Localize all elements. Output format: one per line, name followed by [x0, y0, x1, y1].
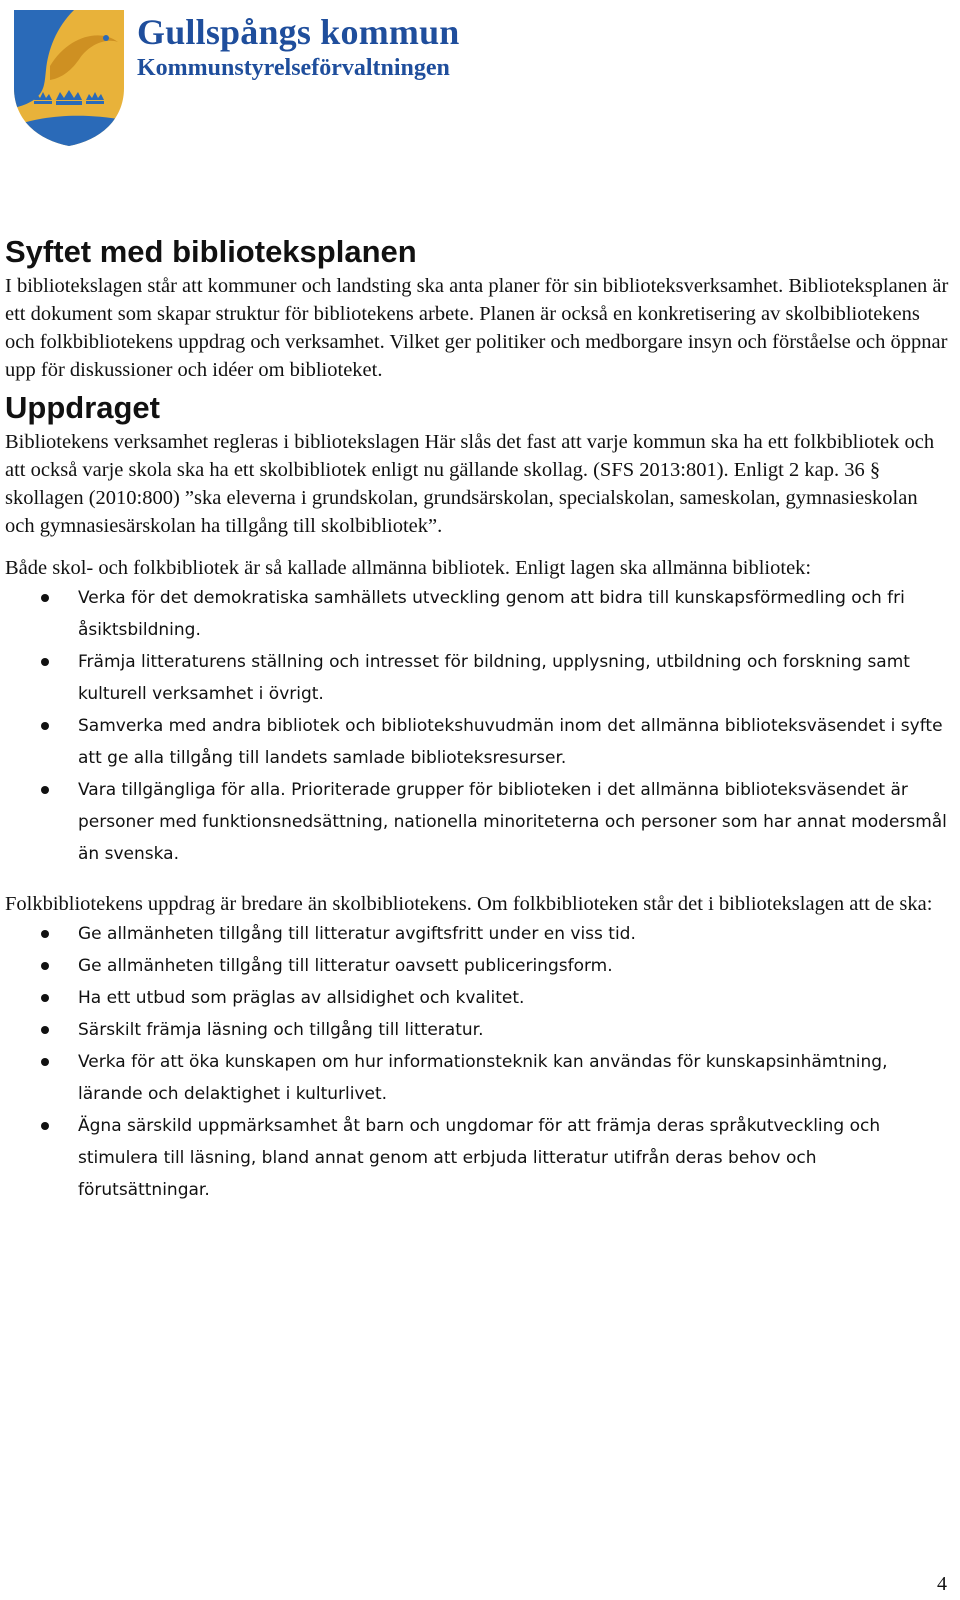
paragraph-syftet: I bibliotekslagen står att kommuner och landsting ska anta planer för sin biblioteksverksamhet. Biblioteksplanen är ett dokument som skapar struktur för bibliotekens arbete. Planen är också en konkretisering av skolbibliotekens och folkbibliotekens uppdrag och verksamhet. Vilket ger politiker och medborgare insyn och förståelse och öppnar upp för diskussioner och idéer om biblioteket.	[5, 275, 949, 381]
bullet-dot-icon	[41, 1058, 49, 1066]
list-item-text: Ge allmänheten tillgång till litteratur avgiftsfritt under en viss tid.	[78, 924, 636, 944]
organization-department: Kommunstyrelseförvaltningen	[137, 55, 450, 81]
section-heading-uppdraget: Uppdraget	[5, 390, 160, 425]
bullet-dot-icon	[41, 1122, 49, 1130]
bullet-dot-icon	[41, 994, 49, 1002]
paragraph-uppdraget-1: Bibliotekens verksamhet regleras i bibliotekslagen Här slås det fast att varje kommun ska ha ett folkbibliotek och att också varje skola ska ha ett skolbibliotek enligt nu gällande skollag. (SFS 2013:801). Enligt 2 kap. 36 § skollagen (2010:800) ”ska eleverna i grundskolan, grundsärskolan, specialskolan, sameskolan, gymnasieskolan och gymnasiesärskolan ha tillgång till skolbibliotek”.	[5, 431, 935, 537]
list-item-text: Verka för det demokratiska samhällets utveckling genom att bidra till kunskapsförmedling och fri åsiktsbildning.	[78, 588, 905, 640]
paragraph-folkbibliotek: Folkbibliotekens uppdrag är bredare än skolbibliotekens. Om folkbiblioteken står det i bibliotekslagen att de ska:	[5, 893, 933, 915]
bullet-dot-icon	[41, 786, 49, 794]
list-item-text: Verka för att öka kunskapen om hur informationsteknik kan användas för kunskapsinhämtning, lärande och delaktighet i kulturlivet.	[78, 1052, 888, 1104]
list-item-text: Ha ett utbud som präglas av allsidighet och kvalitet.	[78, 988, 525, 1008]
document-body	[5, 232, 950, 1206]
letterhead	[10, 8, 570, 148]
list-item-text: Särskilt främja läsning och tillgång till litteratur.	[78, 1020, 484, 1040]
list-item	[5, 582, 950, 646]
list-item	[5, 950, 950, 982]
list-item	[5, 918, 950, 950]
list-item-text: Främja litteraturens ställning och intresset för bildning, upplysning, utbildning och forskning samt kulturell verksamhet i övrigt.	[78, 652, 910, 704]
bullet-dot-icon	[41, 962, 49, 970]
list-item	[5, 1110, 950, 1206]
municipal-crest-icon	[10, 8, 128, 148]
list-item	[5, 1046, 950, 1110]
organization-name: Gullspångs kommun	[137, 12, 460, 52]
bullet-dot-icon	[41, 594, 49, 602]
list-item	[5, 646, 950, 710]
list-item-text: Vara tillgängliga för alla. Prioriterade grupper för biblioteken i det allmänna biblioteksväsendet är personer med funktionsnedsättning, nationella minoriteterna och personer som har annat modersmål än svenska.	[78, 780, 947, 864]
list-item	[5, 774, 950, 870]
bullet-list-allmanna	[5, 582, 950, 870]
list-item	[5, 1014, 950, 1046]
organization-block	[137, 10, 460, 82]
paragraph-uppdraget-2: Både skol- och folkbibliotek är så kallade allmänna bibliotek. Enligt lagen ska allmänna bibliotek:	[5, 557, 812, 579]
list-item	[5, 982, 950, 1014]
bullet-dot-icon	[41, 658, 49, 666]
list-item-text: Samverka med andra bibliotek och bibliotekshuvudmän inom det allmänna biblioteksväsendet i syfte att ge alla tillgång till landets samlade biblioteksresurser.	[78, 716, 943, 768]
list-item	[5, 710, 950, 774]
page-number: 4	[937, 1573, 947, 1595]
list-item-text: Ägna särskild uppmärksamhet åt barn och ungdomar för att främja deras språkutveckling och stimulera till läsning, bland annat genom att erbjuda litteratur utifrån deras behov och förutsättningar.	[78, 1116, 881, 1200]
section-heading-syftet: Syftet med biblioteksplanen	[5, 234, 417, 269]
bullet-dot-icon	[41, 930, 49, 938]
bullet-list-folkbibliotek	[5, 918, 950, 1206]
bullet-dot-icon	[41, 1026, 49, 1034]
list-item-text: Ge allmänheten tillgång till litteratur oavsett publiceringsform.	[78, 956, 613, 976]
bullet-dot-icon	[41, 722, 49, 730]
